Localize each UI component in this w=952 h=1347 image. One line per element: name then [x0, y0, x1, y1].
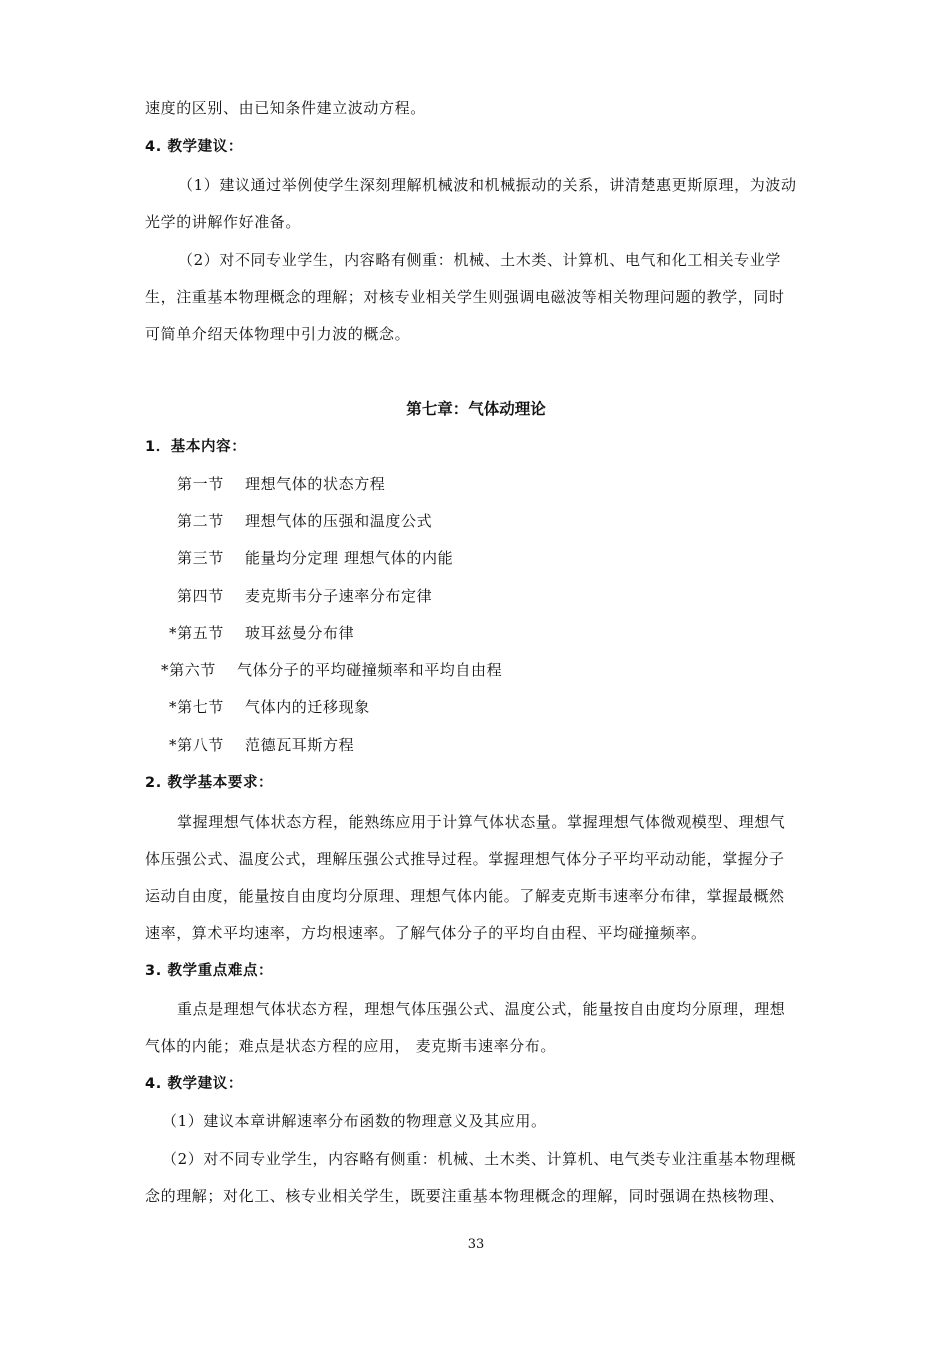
text-line: 速率，算术平均速率，方均根速率。了解气体分子的平均自由程、平均碰撞频率。	[145, 924, 707, 942]
text-line: （2）对不同专业学生，内容略有侧重：机械、土木类、计算机、电气和化工相关专业学	[178, 251, 781, 269]
toc-item-number: 第一节	[177, 475, 224, 493]
text-line: 重点是理想气体状态方程，理想气体压强公式、温度公式，能量按自由度均分原理，理想	[177, 1000, 786, 1018]
toc-item	[177, 474, 385, 494]
text-line: 运动自由度，能量按自由度均分原理、理想气体内能。了解麦克斯韦速率分布律，掌握最概然	[145, 887, 785, 905]
toc-item-title: 理想气体的压强和温度公式	[245, 512, 433, 530]
section-heading: 1．基本内容：	[145, 439, 247, 455]
toc-item-number: *第八节	[169, 736, 224, 754]
toc-item-title: 麦克斯韦分子速率分布定律	[245, 587, 433, 605]
section-heading: 3. 教学重点难点：	[145, 963, 274, 979]
text-line: （2）对不同专业学生，内容略有侧重：机械、土木类、计算机、电气类专业注重基本物理概	[162, 1150, 797, 1168]
text-line: （1）建议通过举例使学生深刻理解机械波和机械振动的关系，讲清楚惠更斯原理，为波动	[178, 176, 797, 194]
toc-item-number: *第六节	[161, 661, 216, 679]
section-heading: 4. 教学建议：	[145, 139, 243, 155]
toc-item	[169, 697, 370, 717]
toc-item-title: 理想气体的状态方程	[245, 475, 386, 493]
toc-item-number: *第七节	[169, 698, 224, 716]
toc-item-title: 玻耳兹曼分布律	[245, 624, 355, 642]
toc-item-title: 能量均分定理 理想气体的内能	[245, 549, 454, 567]
toc-item-number: 第三节	[177, 549, 224, 567]
toc-item	[169, 735, 354, 755]
toc-item-number: *第五节	[169, 624, 224, 642]
text-line: 掌握理想气体状态方程，能熟练应用于计算气体状态量。掌握理想气体微观模型、理想气	[177, 813, 786, 831]
toc-item-title: 范德瓦耳斯方程	[245, 736, 355, 754]
page-number: 33	[467, 1237, 485, 1252]
toc-item	[161, 660, 502, 680]
text-line: 速度的区别、由已知条件建立波动方程。	[145, 99, 426, 117]
toc-item-title: 气体内的迁移现象	[245, 698, 370, 716]
section-heading: 4. 教学建议：	[145, 1076, 243, 1092]
text-line: （1）建议本章讲解速率分布函数的物理意义及其应用。	[162, 1112, 547, 1130]
text-line: 念的理解；对化工、核专业相关学生，既要注重基本物理概念的理解，同时强调在热核物理、	[145, 1187, 785, 1205]
toc-item	[169, 623, 354, 643]
section-heading: 2. 教学基本要求：	[145, 775, 274, 791]
toc-item-number: 第四节	[177, 587, 224, 605]
text-line: 可简单介绍天体物理中引力波的概念。	[145, 325, 411, 343]
toc-item	[177, 548, 453, 568]
chapter-title: 第七章：气体动理论	[406, 400, 546, 418]
toc-item	[177, 511, 432, 531]
text-line: 光学的讲解作好准备。	[145, 213, 302, 231]
toc-item-title: 气体分子的平均碰撞频率和平均自由程	[237, 661, 503, 679]
text-line: 生，注重基本物理概念的理解；对核专业相关学生则强调电磁波等相关物理问题的教学，同时	[145, 288, 785, 306]
text-line: 体压强公式、温度公式，理解压强公式推导过程。掌握理想气体分子平均平动动能，掌握分子	[145, 850, 785, 868]
toc-item	[177, 586, 432, 606]
text-line: 气体的内能；难点是状态方程的应用， 麦克斯韦速率分布。	[145, 1037, 556, 1055]
toc-item-number: 第二节	[177, 512, 224, 530]
